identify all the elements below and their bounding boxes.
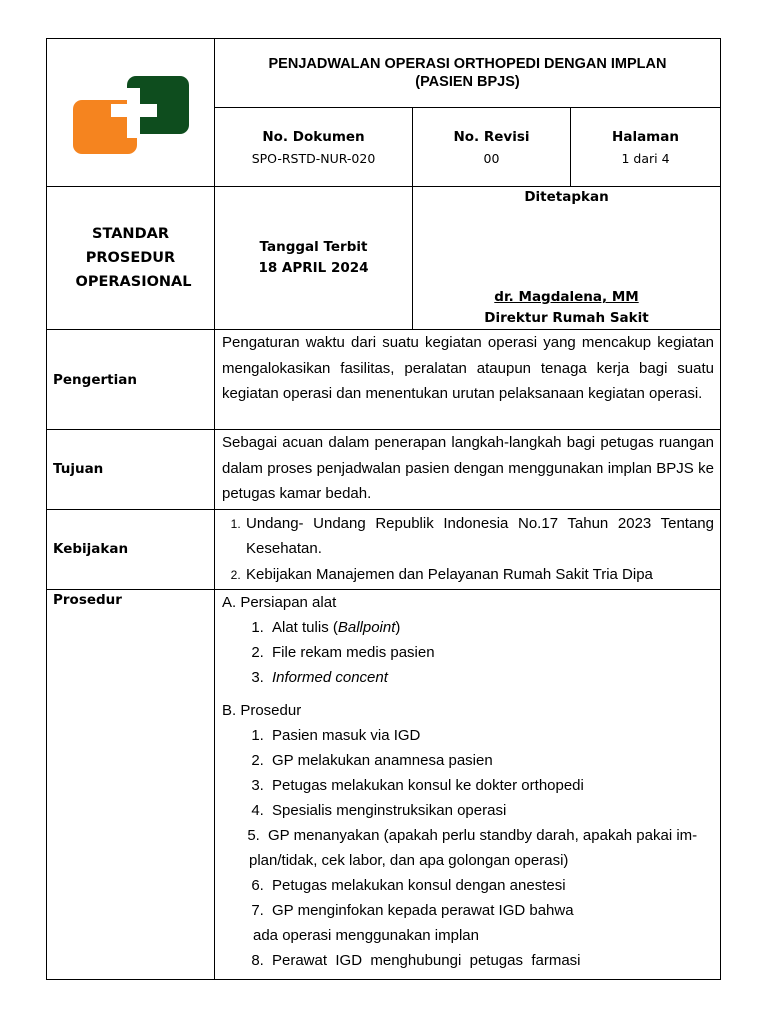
logo-cell (47, 39, 215, 187)
page-cell (571, 108, 721, 187)
list-item: 4. Spesialis menginstruksikan operasi (268, 798, 714, 823)
issue-date-cell (215, 187, 413, 330)
list-item: 2. File rekam medis pasien (268, 640, 714, 665)
page-value: 1 dari 4 (621, 150, 670, 166)
doc-number-label: No. Dokumen (262, 128, 365, 145)
item-text: GP menginfokan kepada perawat IGD bahwa (272, 902, 574, 919)
issue-date-label: Tanggal Terbit (259, 239, 368, 255)
item-text: GP menanyakan (apakah perlu standby darah, apakah pakai im- (268, 827, 698, 844)
item-text-italic: Ballpoint (337, 619, 396, 636)
kebijakan-list-cell (215, 509, 721, 590)
prosedur-label: Prosedur (47, 590, 215, 980)
prosedur-cell (215, 590, 721, 980)
approver-role: Direktur Rumah Sakit (484, 310, 649, 326)
sop-document (46, 38, 720, 968)
kebijakan-item: 2. Kebijakan Manajemen dan Pelayanan Rumah Sakit Tria Dipa (244, 562, 714, 588)
page-label: Halaman (612, 128, 679, 145)
item-text: Alat tulis ( (272, 619, 338, 636)
kebijakan-label: Kebijakan (47, 509, 215, 590)
issue-date-value: 18 APRIL 2024 (258, 260, 369, 276)
approver-name: dr. Magdalena, MM (494, 289, 639, 305)
list-item (249, 823, 714, 873)
sop-label (47, 187, 215, 330)
section-b-list (222, 723, 714, 973)
kebijakan-list (222, 511, 714, 588)
kebijakan-item: 1. Undang- Undang Republik Indonesia No.17 Tahun 2023 Tentang Kesehatan. (244, 511, 714, 562)
item-text-continued: ada operasi menggunakan implan (253, 927, 479, 944)
approval-label: Ditetapkan (524, 189, 609, 205)
doc-number-cell (215, 108, 413, 187)
section-a-title: A. Persiapan alat (222, 594, 337, 611)
section-b-title: B. Prosedur (222, 702, 302, 719)
doc-number-value: SPO-RSTD-NUR-020 (251, 150, 376, 166)
item-text: ) (395, 619, 401, 636)
sop-table (46, 38, 721, 980)
approval-cell (413, 187, 721, 330)
list-item: 6. Petugas melakukan konsul dengan anestesi (268, 873, 714, 898)
list-item: 3. Petugas melakukan konsul ke dokter orthopedi (268, 773, 714, 798)
document-title-text: PENJADWALAN OPERASI ORTHOPEDI DENGAN IMPLAN (PASIEN BPJS) (268, 56, 667, 90)
hospital-cross-logo-icon (71, 74, 191, 156)
pengertian-text: Pengaturan waktu dari suatu kegiatan operasi yang mencakup kegiatan mengalokasikan fasilitas, peralatan ataupun tenaga kerja bagi suatu kegiatan operasi dan menentukan urutan pelaksanaan kegiatan operasi. (215, 330, 721, 430)
list-item: 8. Perawat IGD menghubungi petugas farmasi (268, 948, 714, 973)
list-item: 2. GP melakukan anamnesa pasien (268, 748, 714, 773)
list-item: 1. Pasien masuk via IGD (268, 723, 714, 748)
document-title (215, 39, 721, 108)
list-item (253, 898, 714, 948)
tujuan-text: Sebagai acuan dalam penerapan langkah-langkah bagi petugas ruangan dalam proses penjadwalan pasien dengan menggunakan implan BPJS ke petugas kamar bedah. (215, 430, 721, 510)
item-text-italic: Informed concent (272, 669, 388, 686)
sop-label-text: STANDAR PROSEDUR OPERASIONAL (75, 226, 192, 290)
item-text-continued: plan/tidak, cek labor, dan apa golongan operasi) (249, 852, 569, 869)
revision-cell (413, 108, 571, 187)
tujuan-label: Tujuan (47, 430, 215, 510)
list-item (268, 665, 714, 690)
section-a-list (222, 615, 714, 690)
list-item (268, 615, 714, 640)
pengertian-label: Pengertian (47, 330, 215, 430)
revision-value: 00 (483, 150, 500, 166)
revision-label: No. Revisi (453, 128, 530, 145)
